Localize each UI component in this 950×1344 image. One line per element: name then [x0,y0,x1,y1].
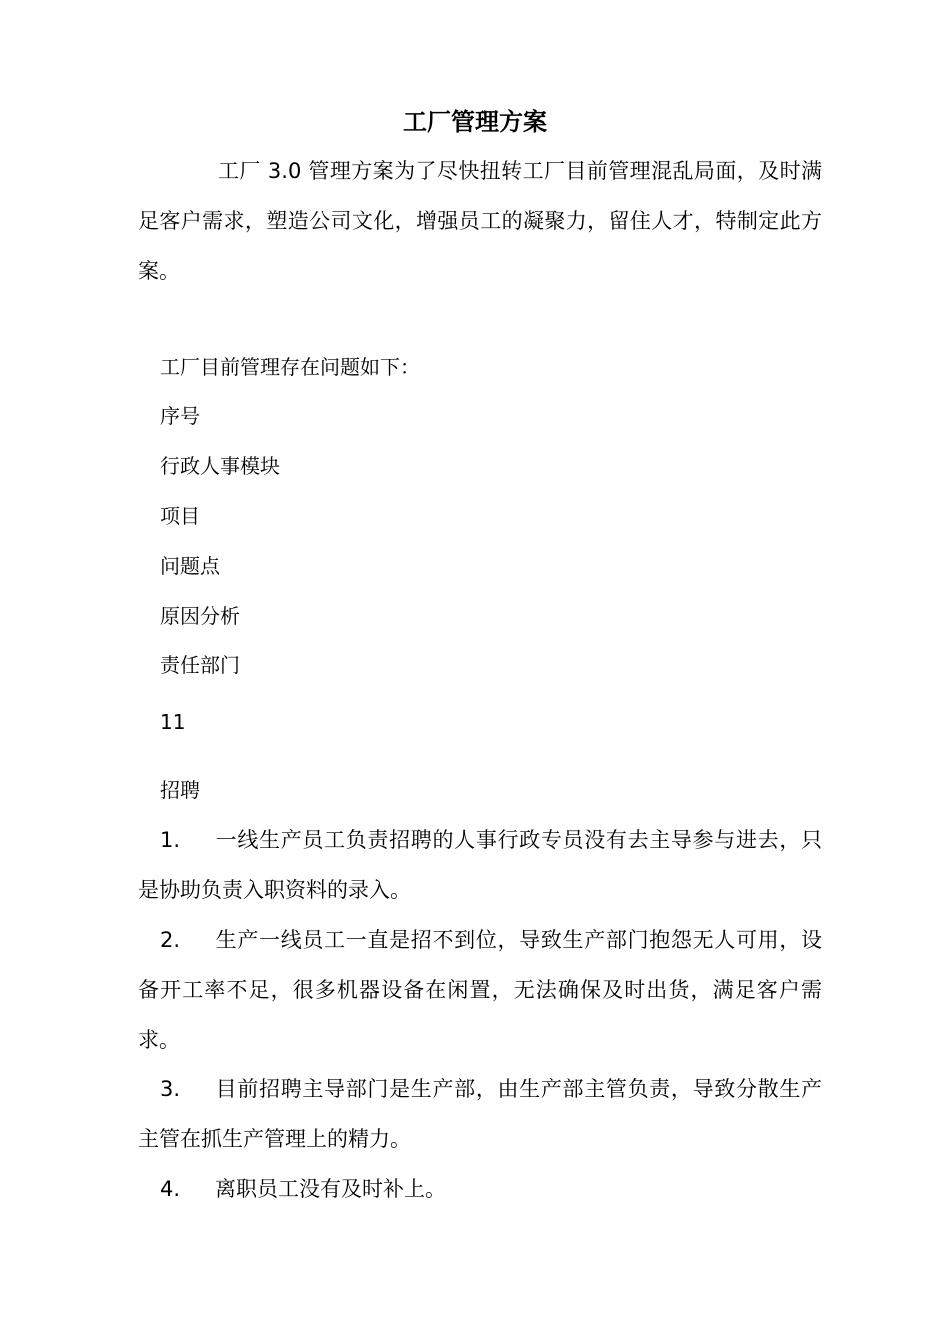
section-heading: 工厂目前管理存在问题如下： [160,355,420,379]
table-header-dept: 责任部门 [160,653,240,677]
problem-number: 2. [160,928,181,952]
problem-text: 生产一线员工一直是招不到位，导致生产部门抱怨无人可用，设备开工率不足，很多机器设备在闲置，无法确保及时出货，满足客户需求。 [138,928,822,1052]
problem-item-4 [138,1164,822,1214]
table-header-seq: 序号 [160,404,200,428]
table-header-cause: 原因分析 [160,604,240,628]
table-header-module: 行政人事模块 [160,454,280,478]
problem-text: 目前招聘主导部门是生产部，由生产部主管负责，导致分散生产主管在抓生产管理上的精力。 [138,1077,822,1151]
document-title: 工厂管理方案 [403,108,547,136]
row-number: 11 [160,710,186,734]
problem-item-2 [138,915,822,1065]
intro-paragraph: 工厂 3.0 管理方案为了尽快扭转工厂目前管理混乱局面，及时满足客户需求，塑造公司文化，增强员工的凝聚力，留住人才，特制定此方案。 [138,159,822,283]
problem-item-1 [138,815,822,915]
problem-number: 1. [160,828,181,852]
table-header-project: 项目 [160,504,200,528]
table-header-issue: 问题点 [160,554,220,578]
problem-text: 离职员工没有及时补上。 [215,1177,446,1201]
problem-text: 一线生产员工负责招聘的人事行政专员没有去主导参与进去，只是协助负责入职资料的录入。 [138,828,822,902]
problem-number: 4. [160,1177,181,1201]
problem-number: 3. [160,1077,181,1101]
problem-item-3 [138,1064,822,1164]
row-item: 招聘 [160,778,200,802]
